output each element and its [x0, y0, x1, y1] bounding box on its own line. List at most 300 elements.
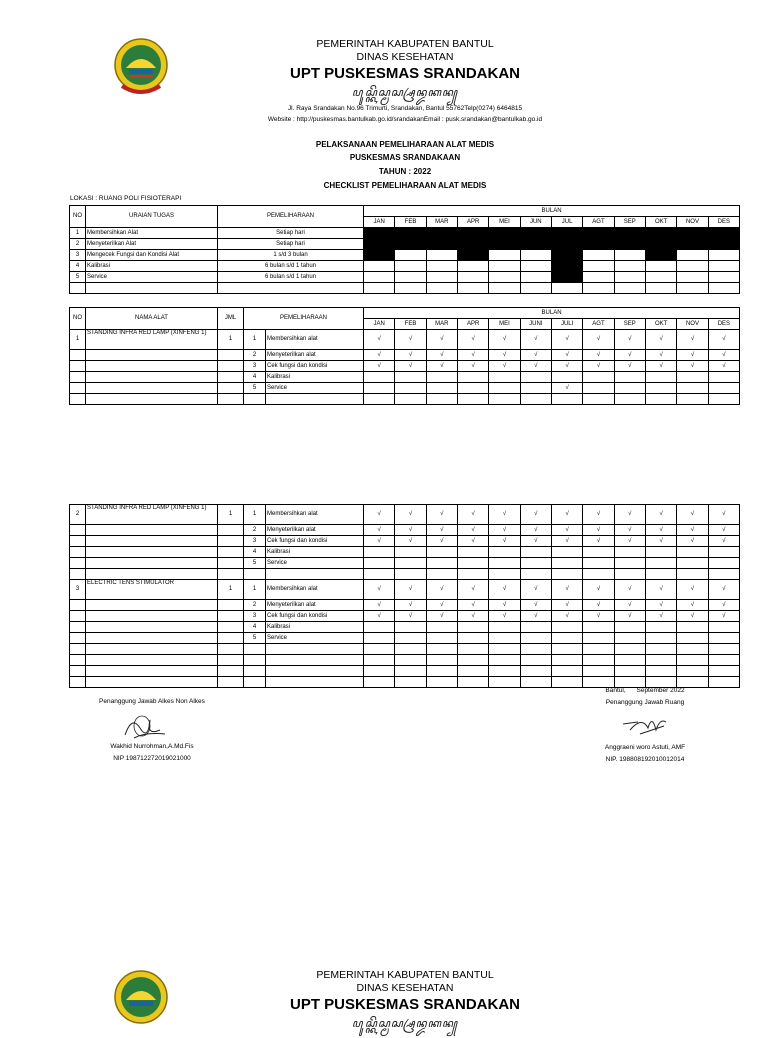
empty-cell [520, 666, 551, 677]
empty-cell [677, 383, 708, 394]
empty-cell [489, 622, 520, 633]
empty-cell [708, 547, 739, 558]
device-jml: 1 [218, 330, 244, 350]
month-header: MEI [489, 217, 520, 228]
check-mark: √ [520, 361, 551, 372]
check-mark: √ [645, 350, 676, 361]
blank-row [70, 666, 740, 677]
month-header: AGT [583, 217, 614, 228]
scheduled-cell [551, 228, 582, 239]
check-mark: √ [457, 525, 488, 536]
empty-cell [708, 383, 739, 394]
device-item-row [70, 547, 740, 558]
empty-cell [489, 569, 520, 580]
month-header: DES [708, 217, 739, 228]
header-upt-page2: UPT PUSKESMAS SRANDAKAN [289, 996, 521, 1013]
empty-cell [266, 677, 364, 688]
empty-cell [551, 655, 582, 666]
empty-cell [395, 633, 426, 644]
empty-cell [218, 677, 244, 688]
scheduled-cell [551, 250, 582, 261]
empty-cell [244, 666, 266, 677]
empty-cell [218, 600, 244, 611]
check-mark: √ [489, 330, 520, 350]
empty-cell [86, 622, 218, 633]
empty-cell [551, 394, 582, 405]
empty-cell [218, 622, 244, 633]
empty-cell [458, 394, 489, 405]
empty-cell [551, 644, 582, 655]
check-mark: √ [583, 350, 614, 361]
empty-cell [218, 383, 244, 394]
header-dinas: DINAS KESEHATAN [356, 51, 454, 63]
empty-cell [708, 644, 739, 655]
empty-cell [395, 283, 426, 294]
task-row [70, 272, 740, 283]
header-javanese-script: ꦥꦸꦱ꧀ꦏꦼꦱ꧀ꦩꦱ꧀ꦱꦿꦤ꧀ꦢꦏꦤ꧀ [351, 86, 459, 99]
empty-cell [614, 394, 645, 405]
empty-cell [70, 633, 86, 644]
empty-cell [677, 569, 708, 580]
check-mark: √ [677, 350, 708, 361]
scheduled-cell [677, 228, 708, 239]
empty-cell [708, 372, 739, 383]
check-mark: √ [551, 600, 582, 611]
empty-cell [645, 558, 676, 569]
empty-cell [86, 372, 218, 383]
check-mark: √ [426, 611, 457, 622]
header-website: Website : http://puskesmas.bantulkab.go.id/srandakanEmail : pusk.srandakan@bantulkab.go.id [267, 116, 543, 123]
empty-cell [677, 622, 708, 633]
empty-cell [70, 394, 86, 405]
month-header: JULI [551, 319, 582, 330]
empty-cell [426, 655, 457, 666]
empty-cell [426, 622, 457, 633]
empty-cell [244, 644, 266, 655]
empty-cell [614, 633, 645, 644]
check-mark: √ [551, 525, 582, 536]
empty-cell [677, 558, 708, 569]
empty-cell [614, 622, 645, 633]
check-mark: √ [583, 536, 614, 547]
empty-cell [645, 677, 676, 688]
item-no: 5 [244, 383, 266, 394]
item-no: 5 [244, 633, 266, 644]
empty-cell [457, 272, 488, 283]
check-mark: √ [395, 600, 426, 611]
check-mark: √ [614, 580, 645, 600]
check-mark: √ [489, 361, 520, 372]
check-mark: √ [458, 330, 489, 350]
empty-cell [426, 677, 457, 688]
empty-cell [70, 383, 86, 394]
check-mark: √ [457, 536, 488, 547]
check-mark: √ [489, 536, 520, 547]
check-mark: √ [395, 361, 426, 372]
item-no: 4 [244, 372, 266, 383]
empty-cell [395, 372, 426, 383]
empty-cell [551, 677, 582, 688]
item-label: Kalibrasi [266, 547, 364, 558]
blank-row [70, 655, 740, 666]
task-header-row [70, 206, 740, 217]
check-mark: √ [458, 361, 489, 372]
item-label: Menyeterilkan alat [266, 525, 364, 536]
scheduled-cell [551, 272, 582, 283]
bantul-logo-page2 [112, 968, 170, 1030]
check-mark: √ [551, 350, 582, 361]
empty-cell [244, 394, 266, 405]
empty-cell [489, 372, 520, 383]
check-mark: √ [457, 611, 488, 622]
empty-cell [583, 383, 614, 394]
device-no: 3 [70, 580, 86, 600]
empty-cell [395, 666, 426, 677]
empty-cell [70, 677, 86, 688]
check-mark: √ [583, 505, 614, 525]
device-item-row [70, 558, 740, 569]
empty-cell [218, 633, 244, 644]
device-name: STANDING INFRA RED LAMP (XINFENG 1) [86, 505, 218, 525]
empty-cell [520, 644, 551, 655]
empty-cell [489, 283, 520, 294]
empty-cell [395, 383, 426, 394]
left-signer-role: Penanggung Jawab Alkes Non Alkes [99, 698, 205, 705]
check-mark: √ [426, 330, 457, 350]
empty-cell [364, 261, 395, 272]
check-mark: √ [708, 361, 739, 372]
check-mark: √ [677, 611, 708, 622]
header-gov-page2: PEMERINTAH KABUPATEN BANTUL [316, 969, 494, 981]
empty-cell [70, 622, 86, 633]
check-mark: √ [364, 505, 395, 525]
empty-cell [86, 655, 218, 666]
month-header: DES [708, 319, 739, 330]
check-mark: √ [551, 580, 582, 600]
empty-cell [551, 569, 582, 580]
check-mark: √ [426, 350, 457, 361]
check-mark: √ [457, 580, 488, 600]
empty-cell [520, 272, 551, 283]
empty-cell [218, 666, 244, 677]
empty-cell [86, 644, 218, 655]
check-mark: √ [364, 600, 395, 611]
check-mark: √ [708, 330, 739, 350]
empty-cell [364, 644, 395, 655]
check-mark: √ [457, 505, 488, 525]
scheduled-cell [426, 228, 457, 239]
empty-cell [677, 261, 708, 272]
empty-cell [218, 283, 364, 294]
empty-cell [86, 394, 218, 405]
check-mark: √ [457, 600, 488, 611]
doc-title-1: PELAKSANAAN PEMELIHARAAN ALAT MEDIS [315, 140, 495, 149]
empty-cell [86, 633, 218, 644]
check-mark: √ [551, 536, 582, 547]
month-header: NOV [677, 217, 708, 228]
item-label: Membersihkan alat [266, 330, 364, 350]
scheduled-cell [364, 228, 395, 239]
check-mark: √ [677, 361, 708, 372]
empty-cell [218, 372, 244, 383]
check-mark: √ [489, 600, 520, 611]
empty-cell [395, 569, 426, 580]
device-no: 1 [70, 330, 86, 350]
check-mark: √ [645, 611, 676, 622]
device-header-row [70, 308, 740, 319]
item-label: Cek fungsi dan kondisi [266, 536, 364, 547]
empty-cell [70, 666, 86, 677]
empty-cell [426, 666, 457, 677]
scheduled-cell [708, 239, 739, 250]
check-mark: √ [583, 525, 614, 536]
empty-cell [614, 558, 645, 569]
empty-cell [457, 666, 488, 677]
check-mark: √ [395, 330, 426, 350]
month-header: JUL [551, 217, 582, 228]
device-item-row [70, 611, 740, 622]
empty-cell [218, 361, 244, 372]
task-name: Menyeterilkan Alat [86, 239, 218, 250]
check-mark: √ [520, 536, 551, 547]
empty-cell [583, 547, 614, 558]
empty-cell [70, 611, 86, 622]
task-name: Kalibrasi [86, 261, 218, 272]
right-signer-role: Penanggung Jawab Ruang [605, 699, 685, 706]
empty-cell [70, 350, 86, 361]
check-mark: √ [583, 330, 614, 350]
empty-cell [86, 525, 218, 536]
device-checklist-table-1 [69, 307, 740, 405]
empty-cell [426, 547, 457, 558]
check-mark: √ [708, 600, 739, 611]
check-mark: √ [426, 525, 457, 536]
empty-cell [86, 283, 218, 294]
empty-cell [86, 350, 218, 361]
header-upt: UPT PUSKESMAS SRANDAKAN [289, 65, 521, 82]
empty-cell [70, 644, 86, 655]
empty-cell [86, 547, 218, 558]
empty-cell [489, 655, 520, 666]
scheduled-cell [708, 228, 739, 239]
check-mark: √ [583, 580, 614, 600]
empty-cell [645, 644, 676, 655]
check-mark: √ [645, 361, 676, 372]
header-javanese-page2: ꦥꦸꦱ꧀ꦏꦼꦱ꧀ꦩꦱ꧀ꦱꦿꦤ꧀ꦢꦏꦤ꧀ [351, 1017, 459, 1030]
empty-cell [708, 677, 739, 688]
scheduled-cell [364, 250, 395, 261]
task-row [70, 228, 740, 239]
item-label: Service [266, 558, 364, 569]
col-bulan: BULAN [364, 206, 740, 217]
empty-cell [489, 250, 520, 261]
empty-cell [583, 394, 614, 405]
check-mark: √ [645, 330, 676, 350]
empty-cell [70, 600, 86, 611]
empty-cell [457, 633, 488, 644]
check-mark: √ [520, 580, 551, 600]
empty-cell [551, 547, 582, 558]
task-empty-row [70, 283, 740, 294]
month-header: JAN [364, 319, 395, 330]
item-no: 4 [244, 622, 266, 633]
empty-cell [614, 250, 645, 261]
empty-cell [426, 283, 457, 294]
check-mark: √ [426, 580, 457, 600]
empty-cell [645, 283, 676, 294]
empty-cell [677, 666, 708, 677]
location-label: LOKASI : RUANG POLI FISIOTERAPI [70, 195, 182, 202]
task-frequency: 6 bulan s/d 1 tahun [218, 261, 364, 272]
empty-cell [457, 569, 488, 580]
empty-cell [614, 666, 645, 677]
col-pemeliharaan: PEMELIHARAAN [244, 308, 364, 330]
scheduled-cell [395, 239, 426, 250]
empty-cell [395, 394, 426, 405]
task-frequency: 6 bulan s/d 1 tahun [218, 272, 364, 283]
empty-cell [614, 372, 645, 383]
empty-cell [583, 666, 614, 677]
empty-cell [426, 633, 457, 644]
empty-cell [457, 547, 488, 558]
item-no: 2 [244, 350, 266, 361]
device-item-row [70, 350, 740, 361]
check-mark: √ [364, 350, 395, 361]
empty-cell [583, 372, 614, 383]
empty-cell [457, 644, 488, 655]
col-pemeliharaan: PEMELIHARAAN [218, 206, 364, 228]
empty-cell [244, 677, 266, 688]
empty-cell [364, 666, 395, 677]
scheduled-cell [614, 228, 645, 239]
empty-cell [218, 536, 244, 547]
empty-cell [583, 633, 614, 644]
month-header: SEP [614, 319, 645, 330]
check-mark: √ [677, 536, 708, 547]
col-bulan: BULAN [364, 308, 740, 319]
empty-cell [395, 261, 426, 272]
right-signer-nip: NIP. 198808192010012014 [605, 756, 685, 763]
empty-cell [489, 666, 520, 677]
scheduled-cell [489, 228, 520, 239]
empty-cell [86, 383, 218, 394]
empty-cell [395, 677, 426, 688]
empty-cell [218, 394, 244, 405]
check-mark: √ [520, 600, 551, 611]
empty-cell [708, 272, 739, 283]
device-item-row [70, 580, 740, 600]
empty-cell [520, 383, 551, 394]
empty-cell [645, 394, 676, 405]
empty-cell [86, 569, 218, 580]
check-mark: √ [426, 505, 457, 525]
empty-cell [708, 558, 739, 569]
item-no: 1 [244, 580, 266, 600]
empty-cell [708, 394, 739, 405]
empty-cell [364, 633, 395, 644]
scheduled-cell [457, 239, 488, 250]
check-mark: √ [489, 611, 520, 622]
device-item-row [70, 505, 740, 525]
check-mark: √ [489, 580, 520, 600]
month-header: AGT [583, 319, 614, 330]
empty-cell [583, 272, 614, 283]
check-mark: √ [677, 580, 708, 600]
empty-cell [645, 655, 676, 666]
left-signature-scribble [120, 710, 170, 742]
check-mark: √ [520, 505, 551, 525]
empty-cell [583, 250, 614, 261]
check-mark: √ [551, 330, 582, 350]
empty-cell [583, 569, 614, 580]
empty-cell [645, 633, 676, 644]
empty-cell [457, 655, 488, 666]
month-header: JUNI [520, 319, 551, 330]
empty-cell [70, 655, 86, 666]
check-mark: √ [677, 600, 708, 611]
header-address: Jl. Raya Srandakan No.96 Trimurti, Srandakan, Bantul 55762Telp(0274) 6464815 [287, 105, 523, 112]
empty-cell [520, 283, 551, 294]
scheduled-cell [645, 228, 676, 239]
item-label: Cek fungsi dan kondisi [266, 361, 364, 372]
check-mark: √ [614, 361, 645, 372]
empty-cell [551, 633, 582, 644]
empty-cell [614, 677, 645, 688]
empty-cell [614, 261, 645, 272]
empty-cell [614, 272, 645, 283]
check-mark: √ [520, 350, 551, 361]
scheduled-cell [457, 250, 488, 261]
empty-cell [551, 666, 582, 677]
empty-cell [218, 611, 244, 622]
check-mark: √ [520, 330, 551, 350]
task-row [70, 250, 740, 261]
check-mark: √ [645, 525, 676, 536]
empty-cell [645, 569, 676, 580]
empty-cell [364, 677, 395, 688]
item-no: 3 [244, 611, 266, 622]
check-mark: √ [458, 350, 489, 361]
col-no: NO [70, 206, 86, 228]
scheduled-cell [583, 239, 614, 250]
check-mark: √ [395, 350, 426, 361]
empty-cell [426, 272, 457, 283]
check-mark: √ [551, 361, 582, 372]
blank-row [70, 677, 740, 688]
doc-title-3: TAHUN : 2022 [378, 167, 432, 176]
empty-cell [645, 547, 676, 558]
right-place-date: Bantul, September 2022 [605, 687, 685, 694]
empty-cell [364, 372, 395, 383]
scheduled-cell [457, 228, 488, 239]
scheduled-cell [364, 239, 395, 250]
scheduled-cell [551, 239, 582, 250]
empty-cell [364, 569, 395, 580]
empty-cell [520, 569, 551, 580]
bantul-logo [112, 36, 170, 98]
scheduled-cell [614, 239, 645, 250]
check-mark: √ [364, 536, 395, 547]
empty-cell [708, 666, 739, 677]
month-header: JAN [364, 217, 395, 228]
empty-cell [489, 547, 520, 558]
task-frequency: Setiap hari [218, 228, 364, 239]
check-mark: √ [395, 536, 426, 547]
empty-cell [70, 283, 86, 294]
device-item-row [70, 633, 740, 644]
empty-cell [489, 558, 520, 569]
task-frequency: 1 s/d 3 bulan [218, 250, 364, 261]
